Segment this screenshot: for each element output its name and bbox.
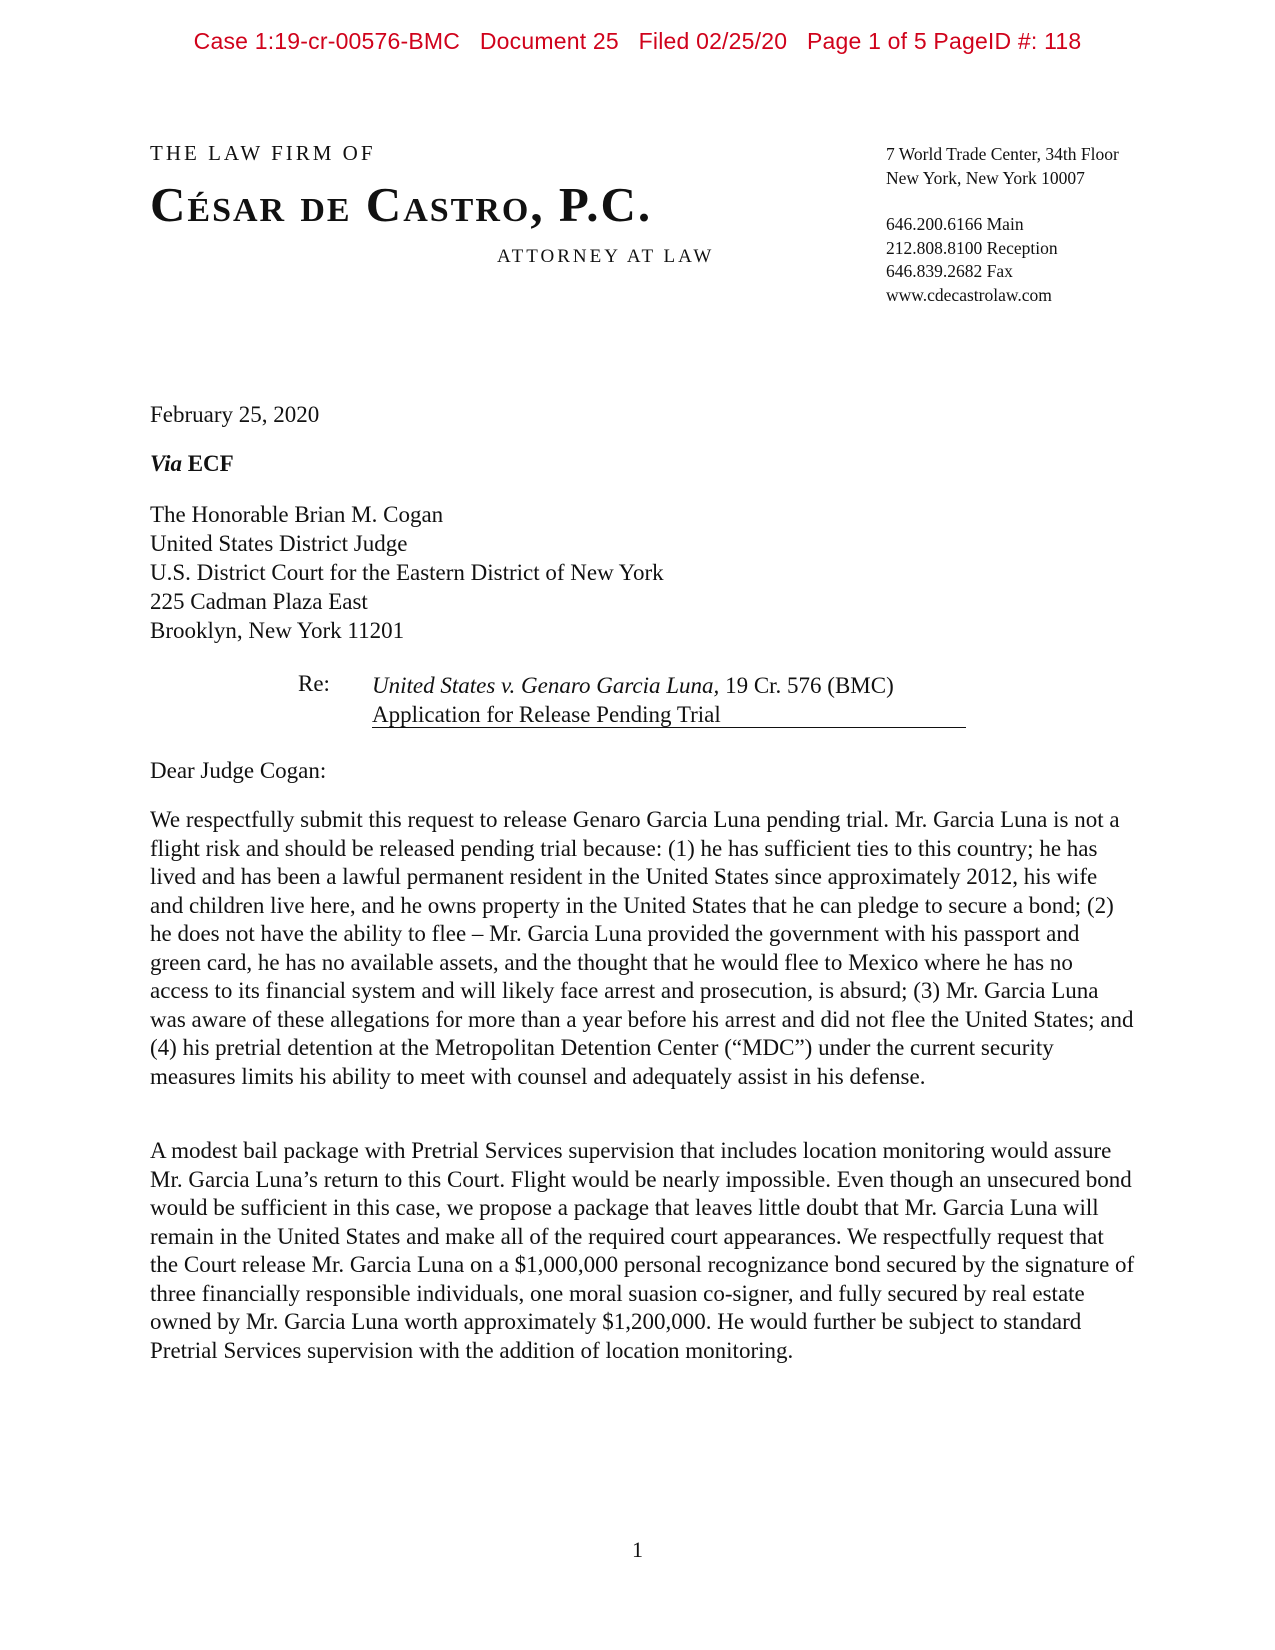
address-line-2: New York, New York 10007 xyxy=(886,167,1085,188)
page-number: 1 xyxy=(632,1537,643,1562)
re-label: Re: xyxy=(298,671,330,696)
re-case-line xyxy=(372,671,972,700)
re-case-number: 19 Cr. 576 (BMC) xyxy=(719,673,894,698)
letter-date: February 25, 2020 xyxy=(150,402,320,427)
salutation: Dear Judge Cogan: xyxy=(150,758,327,783)
firm-name: César de Castro, P.C. xyxy=(150,177,653,232)
body-paragraph: A modest bail package with Pretrial Services supervision that includes location monitoring would assure Mr. Garcia Luna’s return to this Court. Flight would be nearly impossible. Even though an unsecured bond would be sufficient in this case, we propose a package that leaves little doubt that Mr. Garcia Luna will remain in the United States and make all of the required court appearances. We respectfully request that the Court release Mr. Garcia Luna on a $1,000,000 personal recognizance bond secured by the signature of three financially responsible individuals, one moral suasion co-signer, and fully secured by real estate owned by Mr. Garcia Luna worth approximately $1,200,000. He would further be subject to standard Pretrial Services supervision with the addition of location monitoring. xyxy=(150,1138,1135,1363)
via-label: Via xyxy=(150,451,182,476)
recipient-line: 225 Cadman Plaza East xyxy=(150,589,368,614)
fax-number: 646.839.2682 Fax xyxy=(886,261,1013,281)
re-subject: Application for Release Pending Trial xyxy=(372,703,966,728)
recipient-address xyxy=(150,500,664,645)
website-link[interactable]: www.cdecastrolaw.com xyxy=(886,284,1052,305)
recipient-line: Brooklyn, New York 11201 xyxy=(150,618,405,643)
via-method: ECF xyxy=(181,451,234,476)
firm-prefix: THE LAW FIRM OF xyxy=(150,141,376,165)
recipient-line: The Honorable Brian M. Cogan xyxy=(150,502,444,527)
address-line-1: 7 World Trade Center, 34th Floor xyxy=(886,144,1119,164)
re-subject-block xyxy=(372,671,972,729)
phone-main: 646.200.6166 Main xyxy=(886,214,1024,234)
firm-subtitle: ATTORNEY AT LAW xyxy=(497,246,715,267)
body-paragraph: We respectfully submit this request to release Genaro Garcia Luna pending trial. Mr. Garcia Luna is not a flight risk and should be released pending trial because: (1) he has sufficient ties to this country; he has lived and has been a lawful permanent resident in the United States since approximately 2012, his wife and children live here, and he owns property in the United States that he can pledge to secure a bond; (2) he does not have the ability to flee – Mr. Garcia Luna provided the government with his passport and green card, he has no available assets, and the thought that he would flee to Mexico where he has no access to its financial system and will likely face arrest and prosecution, is absurd; (3) Mr. Garcia Luna was aware of these allegations for more than a year before his arrest and did not flee the United States; and (4) his pretrial detention at the Metropolitan Detention Center (“MDC”) under the current security measures limits his ability to meet with counsel and adequately assist in his defense. xyxy=(150,807,1134,1089)
delivery-method xyxy=(150,451,234,477)
recipient-line: U.S. District Court for the Eastern District of New York xyxy=(150,560,664,585)
case-header-stamp: Case 1:19-cr-00576-BMC Document 25 Filed 02/25/20 Page 1 of 5 PageID #: 118 xyxy=(193,28,1082,54)
recipient-line: United States District Judge xyxy=(150,531,408,556)
re-case-name: United States v. Genaro Garcia Luna, xyxy=(372,673,720,698)
firm-contact-block xyxy=(886,143,1119,307)
phone-reception: 212.808.8100 Reception xyxy=(886,237,1058,258)
